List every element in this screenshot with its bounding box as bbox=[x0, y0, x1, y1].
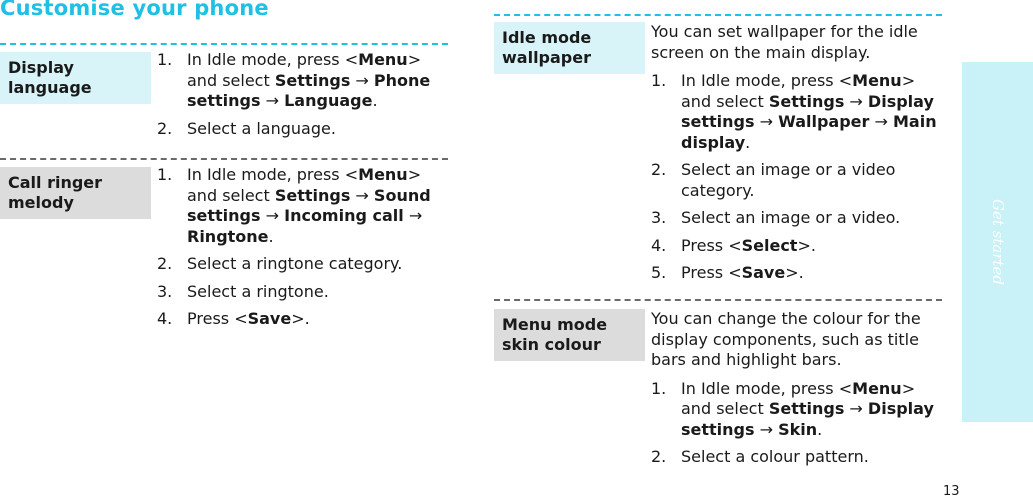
step-number: 4. bbox=[651, 235, 667, 255]
section-label-call-ringer-melody: Call ringer melody bbox=[0, 167, 151, 219]
step-number: 3. bbox=[651, 208, 667, 227]
section-divider bbox=[494, 299, 942, 301]
section-content-menu-mode-skin-colour bbox=[651, 309, 943, 475]
chapter-tab bbox=[962, 62, 1033, 422]
step-item bbox=[157, 282, 442, 303]
step-item bbox=[157, 309, 442, 330]
step-item bbox=[157, 119, 442, 140]
step-item bbox=[157, 165, 442, 247]
step-text: Press <Save>. bbox=[681, 263, 804, 282]
section-intro: You can change the colour for the display components, such as title bars and highlight bars. bbox=[651, 309, 921, 369]
step-item bbox=[157, 50, 442, 112]
step-number: 1. bbox=[651, 71, 667, 90]
step-list bbox=[651, 71, 943, 284]
step-number: 1. bbox=[651, 378, 667, 398]
step-text: Select an image or a video. bbox=[681, 208, 901, 227]
step-text: Select a colour pattern. bbox=[681, 447, 869, 466]
step-list bbox=[157, 50, 442, 139]
step-item bbox=[651, 263, 943, 284]
step-number: 2. bbox=[651, 447, 667, 466]
step-number: 2. bbox=[651, 160, 667, 179]
section-divider bbox=[0, 158, 448, 160]
step-text: Select a ringtone category. bbox=[187, 254, 403, 273]
step-text: In Idle mode, press <Menu> and select Settings → Phone settings → Language. bbox=[187, 50, 431, 110]
section-label-idle-mode-wallpaper: Idle mode wallpaper bbox=[494, 22, 645, 74]
chapter-tab-label: Get started bbox=[988, 198, 1007, 286]
page-title: Customise your phone bbox=[0, 0, 269, 20]
step-text: In Idle mode, press <Menu> and select Settings → Display settings → Wallpaper → Main display. bbox=[681, 71, 937, 152]
section-divider bbox=[0, 43, 448, 45]
section-content-display-language bbox=[157, 50, 442, 146]
step-item bbox=[651, 71, 943, 153]
step-number: 5. bbox=[651, 263, 667, 282]
step-text: In Idle mode, press <Menu> and select Settings → Sound settings → Incoming call → Ringtone. bbox=[187, 165, 431, 246]
step-item bbox=[651, 236, 943, 257]
step-item bbox=[651, 379, 943, 441]
step-item bbox=[651, 447, 943, 468]
step-number: 2. bbox=[157, 118, 173, 138]
step-text: Press <Select>. bbox=[681, 235, 816, 255]
section-content-call-ringer-melody bbox=[157, 165, 442, 337]
step-number: 3. bbox=[157, 281, 173, 301]
step-number: 1. bbox=[157, 165, 173, 184]
section-divider bbox=[494, 14, 942, 16]
section-label-display-language: Display language bbox=[0, 52, 151, 104]
step-item bbox=[651, 208, 943, 229]
step-item bbox=[157, 254, 442, 275]
section-label-menu-mode-skin-colour: Menu mode skin colour bbox=[494, 309, 645, 361]
step-text: Select a language. bbox=[187, 118, 336, 138]
step-text: Press <Save>. bbox=[187, 309, 310, 328]
step-number: 2. bbox=[157, 254, 173, 273]
step-list bbox=[157, 165, 442, 330]
step-number: 1. bbox=[157, 50, 173, 69]
section-content-idle-mode-wallpaper bbox=[651, 22, 943, 291]
step-text: Select an image or a video category. bbox=[681, 160, 896, 200]
step-text: In Idle mode, press <Menu> and select Settings → Display settings → Skin. bbox=[681, 378, 934, 439]
section-intro: You can set wallpaper for the idle screen on the main display. bbox=[651, 22, 918, 62]
step-text: Select a ringtone. bbox=[187, 281, 329, 301]
step-number: 4. bbox=[157, 309, 173, 328]
step-item bbox=[651, 160, 943, 201]
page-number: 13 bbox=[943, 484, 960, 499]
step-list bbox=[651, 379, 943, 468]
